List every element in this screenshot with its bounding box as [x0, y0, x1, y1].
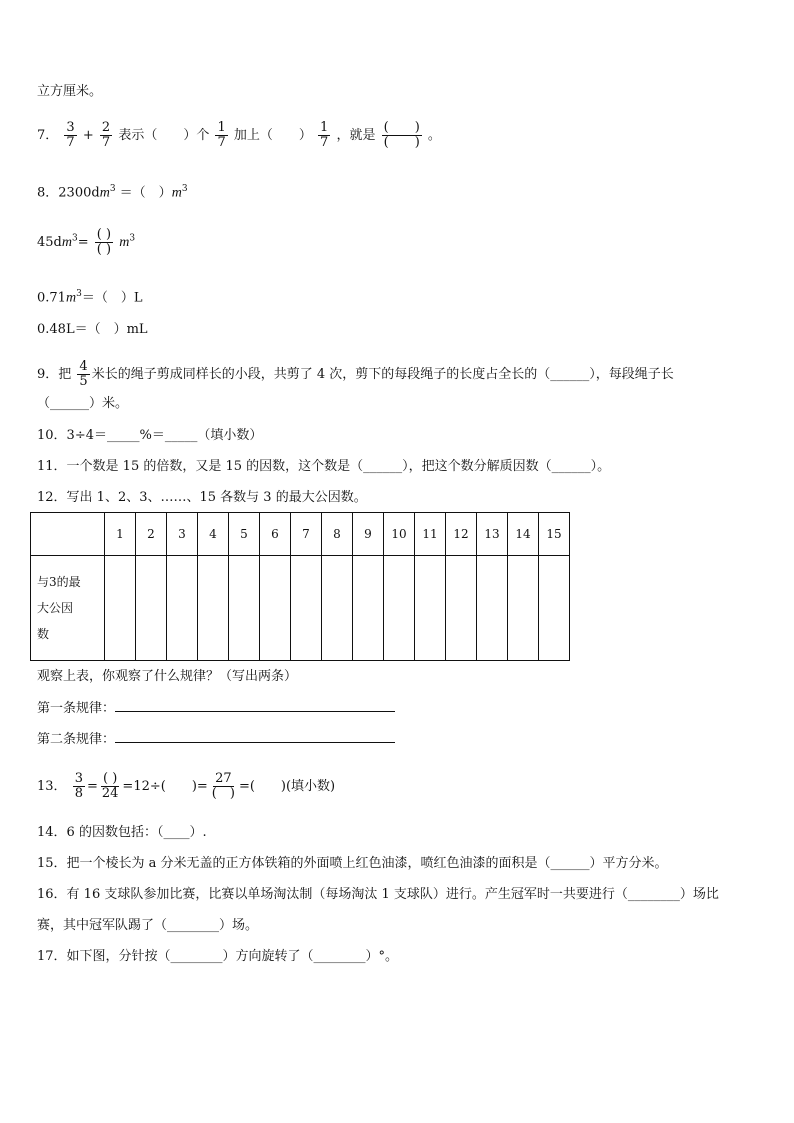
answer-fraction — [210, 772, 237, 801]
unit-symbol: m — [171, 185, 182, 201]
answer-cell[interactable] — [198, 556, 229, 661]
unit-symbol: m — [119, 235, 130, 250]
fraction — [77, 360, 89, 389]
question-14: 14．6 的因数包括：（____）. — [37, 825, 207, 840]
table-header-cell: 6 — [260, 513, 291, 556]
plus-sign: + — [82, 128, 94, 143]
question-17: 17．如下图，分针按（________）方向旋转了（________）°。 — [37, 949, 399, 964]
question-text: =( )(填小数) — [238, 779, 336, 794]
table-header-cell: 4 — [198, 513, 229, 556]
fraction — [64, 121, 76, 150]
answer-cell[interactable] — [353, 556, 384, 661]
numerator: ( ) — [103, 771, 118, 786]
denominator: 24 — [101, 786, 119, 801]
question-11: 11．一个数是 15 的倍数，又是 15 的因数，这个数是（______），把这个数分解质因数（______）。 — [37, 459, 611, 474]
table-header-row — [31, 513, 570, 556]
row-label-line: 数 — [37, 627, 50, 641]
numerator: 2 — [101, 120, 111, 135]
answer-cell[interactable] — [105, 556, 136, 661]
denominator: 7 — [320, 135, 329, 150]
numerator: 1 — [320, 120, 329, 135]
table-header-cell: 9 — [353, 513, 384, 556]
answer-cell[interactable] — [291, 556, 322, 661]
answer-cell[interactable] — [415, 556, 446, 661]
answer-fraction — [100, 772, 121, 801]
table-corner-cell — [31, 513, 105, 556]
numerator: 3 — [74, 771, 83, 786]
rule-label: 第一条规律： — [37, 701, 116, 716]
question-text: 。 — [427, 128, 441, 143]
question-text: 加上（ ） — [233, 128, 312, 143]
table-header-cell: 2 — [136, 513, 167, 556]
question-number: 8． — [37, 185, 59, 201]
question-9 — [37, 360, 674, 389]
denominator: 7 — [101, 135, 111, 150]
question-text: 米长的绳子剪成同样长的小段，共剪了 4 次，剪下的每段绳子的长度占全长的（______），每段绳子长 — [91, 367, 674, 382]
question-7 — [37, 121, 441, 150]
question-8 — [37, 181, 188, 201]
answer-cell[interactable] — [260, 556, 291, 661]
question-13 — [37, 772, 335, 801]
table-row-label — [31, 556, 105, 661]
question-number: 7． — [37, 128, 59, 143]
table-header-cell: 12 — [446, 513, 477, 556]
denominator: 8 — [74, 786, 83, 801]
row-label-line: 与3的最 — [37, 575, 81, 589]
question-8-part-2 — [37, 228, 135, 257]
denominator: 7 — [66, 135, 75, 150]
exponent: 3 — [72, 233, 78, 244]
answer-cell[interactable] — [167, 556, 198, 661]
text-line: 立方厘米。 — [37, 84, 103, 99]
table-header-cell: 1 — [105, 513, 136, 556]
question-8-part-4: 0.48L＝（ ）mL — [37, 322, 148, 337]
gcd-table — [30, 512, 570, 661]
unit-symbol: m — [61, 235, 72, 250]
answer-fraction — [382, 121, 422, 150]
table-header-cell: 10 — [384, 513, 415, 556]
answer-fraction — [95, 228, 113, 257]
fraction — [215, 121, 227, 150]
answer-cell[interactable] — [508, 556, 539, 661]
denominator: 5 — [79, 374, 88, 389]
question-text: =12÷( )= — [122, 779, 208, 794]
fraction — [318, 121, 330, 150]
equals-sign: = — [86, 779, 98, 794]
question-number: 13． — [37, 779, 67, 794]
question-12: 12．写出 1、2、3、……、15 各数与 3 的最大公因数。 — [37, 490, 367, 505]
question-text: 0.71 — [37, 290, 66, 306]
table-header-cell: 14 — [508, 513, 539, 556]
denominator: 7 — [217, 135, 226, 150]
row-label-line: 大公因 — [37, 601, 74, 615]
table-header-cell: 5 — [229, 513, 260, 556]
question-8-part-3 — [37, 286, 142, 306]
answer-cell[interactable] — [229, 556, 260, 661]
table-header-cell: 13 — [477, 513, 508, 556]
denominator: ( ) — [211, 786, 235, 801]
observe-prompt: 观察上表，你观察了什么规律？（写出两条） — [37, 669, 298, 684]
unit-symbol: m — [99, 185, 110, 201]
question-text: 45d — [37, 235, 62, 250]
question-16: 16．有 16 支球队参加比赛，比赛以单场淘汰制（每场淘汰 1 支球队）进行。产生冠军时一共要进行（________）场比 — [37, 887, 719, 902]
question-text: 2300d — [58, 185, 100, 201]
equals-sign: = — [77, 235, 89, 250]
table-header-cell: 7 — [291, 513, 322, 556]
numerator: 1 — [217, 120, 226, 135]
exponent: 3 — [109, 184, 116, 194]
exponent: 3 — [76, 289, 82, 299]
rule-label: 第二条规律： — [37, 732, 116, 747]
numerator: 4 — [79, 359, 88, 374]
question-text: ，就是 — [336, 128, 376, 143]
denominator: ( ) — [383, 135, 420, 150]
numerator: 3 — [66, 120, 75, 135]
question-9-continued: （______）米。 — [37, 396, 129, 411]
answer-cell[interactable] — [322, 556, 353, 661]
rule-2 — [37, 732, 395, 748]
table-header-cell: 8 — [322, 513, 353, 556]
question-text: ＝（ ）L — [81, 290, 143, 306]
numerator: ( ) — [383, 120, 420, 135]
table-header-cell: 11 — [415, 513, 446, 556]
answer-cell[interactable] — [136, 556, 167, 661]
unit-symbol: m — [65, 290, 77, 306]
denominator: ( ) — [96, 242, 112, 257]
numerator: ( ) — [96, 227, 112, 242]
question-text: 表示（ ）个 — [118, 128, 210, 143]
table-header-cell: 3 — [167, 513, 198, 556]
rule-1 — [37, 701, 395, 717]
question-10: 10．3÷4＝_____%＝_____（填小数） — [37, 428, 263, 443]
table-header-cell: 15 — [539, 513, 570, 556]
answer-line[interactable] — [115, 732, 395, 743]
exponent: 3 — [129, 233, 136, 244]
exponent: 3 — [181, 184, 188, 194]
fraction — [73, 772, 85, 801]
answer-line[interactable] — [115, 701, 395, 712]
answer-cell[interactable] — [384, 556, 415, 661]
question-16-continued: 赛，其中冠军队踢了（________）场。 — [37, 918, 259, 933]
answer-cell[interactable] — [477, 556, 508, 661]
question-number: 9．把 — [37, 367, 72, 382]
table-answer-row — [31, 556, 570, 661]
answer-cell[interactable] — [446, 556, 477, 661]
answer-cell[interactable] — [539, 556, 570, 661]
question-15: 15．把一个棱长为 a 分米无盖的正方体铁箱的外面喷上红色油漆，喷红色油漆的面积是（______）平方分米。 — [37, 856, 668, 871]
fraction — [100, 121, 112, 150]
question-text: ＝（ ） — [115, 185, 172, 201]
numerator: 27 — [215, 771, 232, 786]
